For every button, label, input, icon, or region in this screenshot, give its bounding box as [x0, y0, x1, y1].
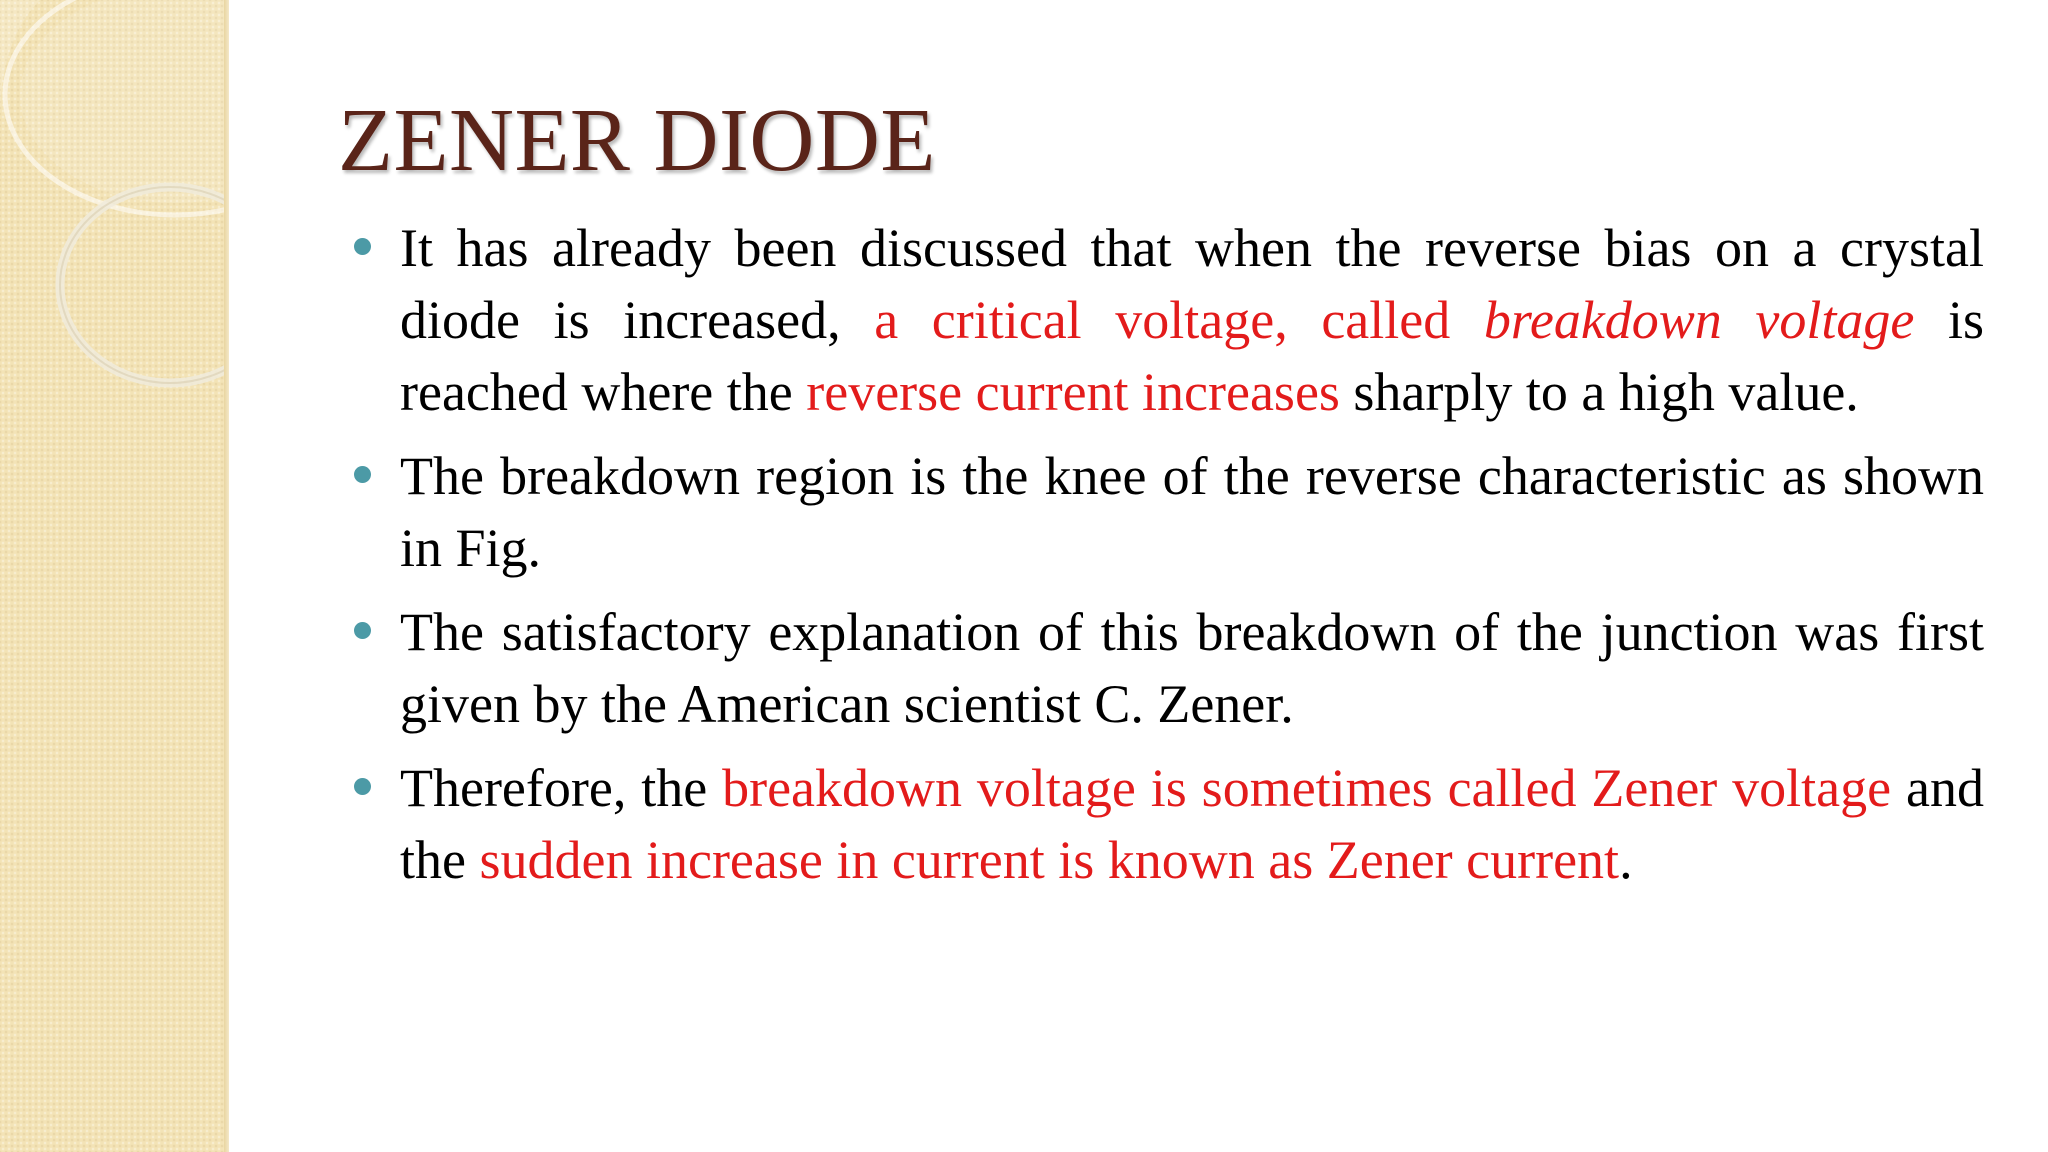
bullet-list [400, 212, 1984, 908]
text-segment: sharply to a high value. [1339, 362, 1859, 422]
bullet-item [400, 596, 1984, 740]
text-segment: The satisfactory explanation of this breakdown of the junction was first given by the American scientist C. Zener. [400, 602, 1984, 734]
decorative-rings [0, 0, 229, 1152]
bullet-item [400, 752, 1984, 896]
highlighted-text: sudden increase in current is known as Zener current [479, 830, 1620, 890]
highlighted-text: a critical voltage, called [874, 290, 1484, 350]
slide-title: ZENER DIODE [338, 91, 936, 190]
decorative-sidebar [0, 0, 229, 1152]
bullet-dot-icon [354, 466, 371, 483]
text-segment: It has already been discussed that when the reverse bias on a crystal diode is increased, [400, 218, 1984, 350]
text-segment: is reached where the [400, 290, 1984, 422]
bullet-dot-icon [354, 238, 371, 255]
text-segment: . [1619, 830, 1633, 890]
bullet-item [400, 440, 1984, 584]
bullet-dot-icon [354, 778, 371, 795]
highlighted-text: reverse current increases [806, 362, 1340, 422]
text-segment: and the [400, 758, 1984, 890]
highlighted-italic-text: breakdown voltage [1483, 290, 1915, 350]
text-segment: The breakdown region is the knee of the reverse characteristic as shown in Fig. [400, 446, 1984, 578]
highlighted-text: breakdown voltage is sometimes called Zener voltage [722, 758, 1892, 818]
bullet-dot-icon [354, 622, 371, 639]
sidebar-edge [224, 0, 229, 1152]
bullet-item [400, 212, 1984, 428]
text-segment: Therefore, the [400, 758, 723, 818]
